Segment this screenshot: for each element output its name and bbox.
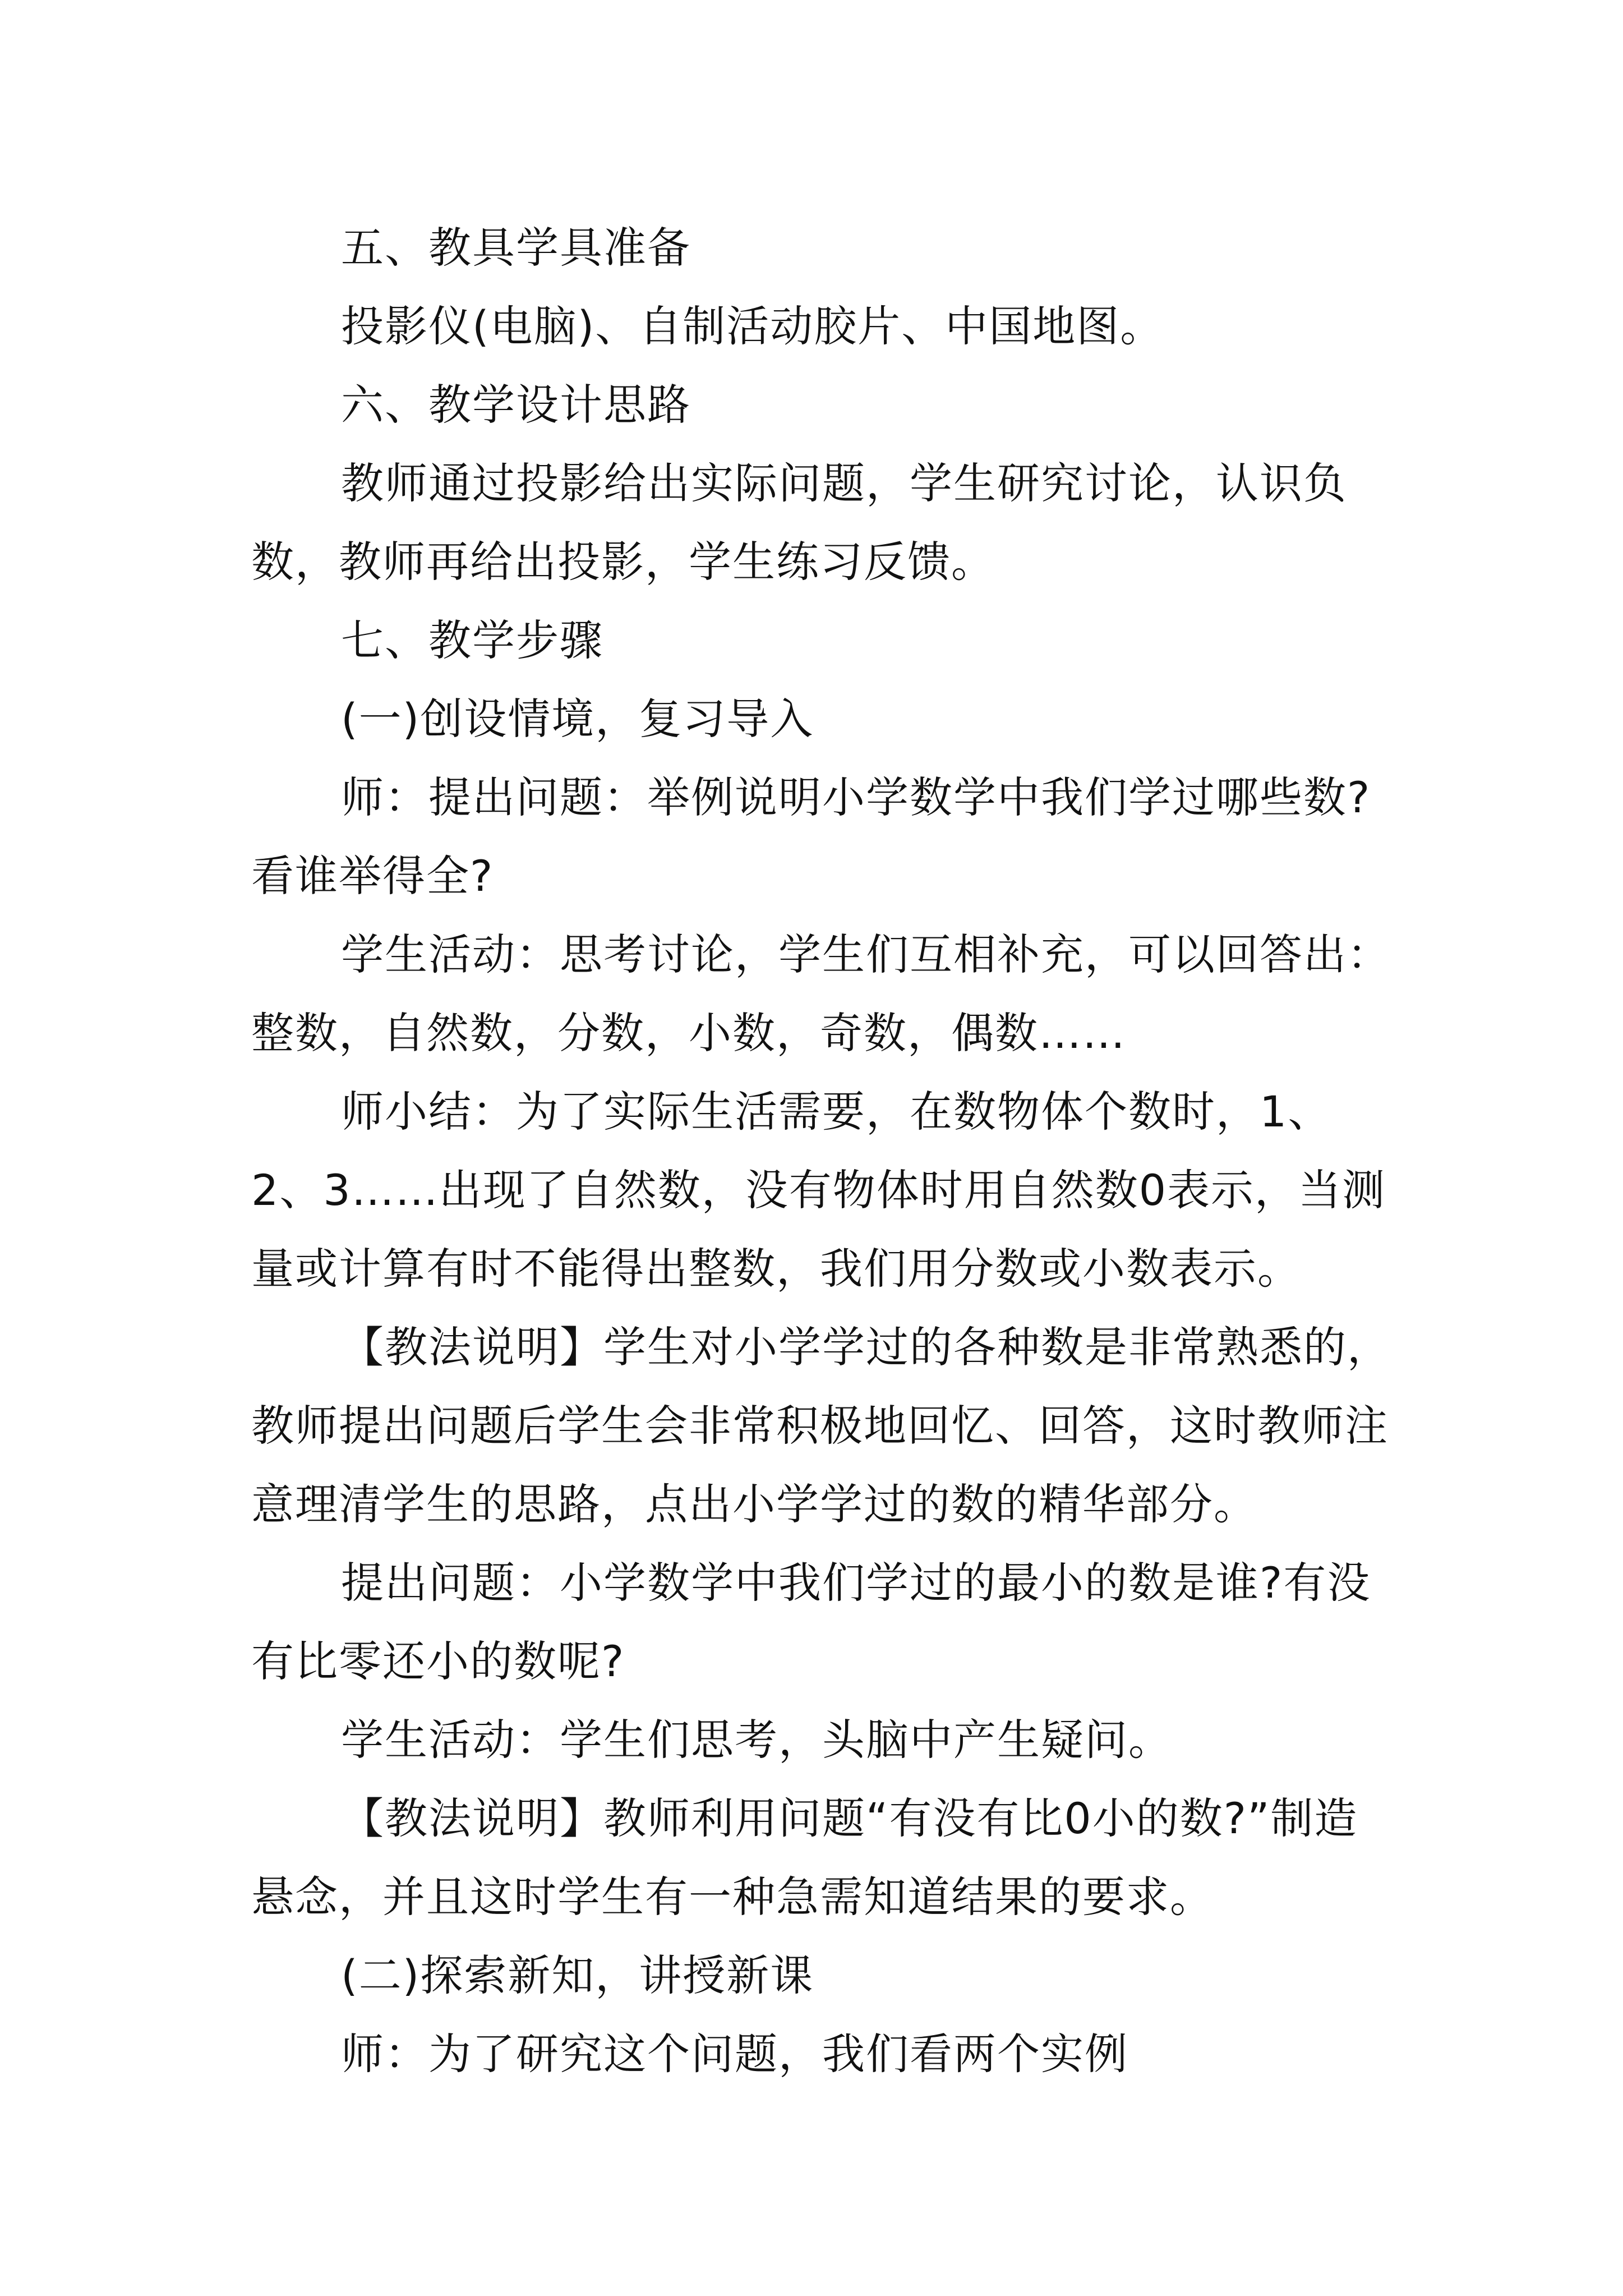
paragraph-question-smallest-number: 提出问题：小学数学中我们学过的最小的数是谁?有没有比零还小的数呢? <box>251 1558 1371 1686</box>
paragraph-method-note-2: 【教法说明】教师利用问题“有没有比0小的数?”制造悬念，并且这时学生有一种急需知道结果的要求。 <box>251 1793 1358 1922</box>
document-body <box>251 209 1395 2093</box>
section-heading-teaching-steps: 七、教学步骤 <box>341 615 603 665</box>
paragraph-student-activity-1: 学生活动：思考讨论，学生们互相补充，可以回答出：整数，自然数，分数，小数，奇数，偶数…… <box>251 930 1391 1058</box>
subheading-step-two: (二)探索新知，讲授新课 <box>341 1950 814 2000</box>
paragraph-teacher-summary: 师小结：为了实际生活需要，在数物体个数时，1、2、3……出现了自然数，没有物体时用自然数0表示，当测量或计算有时不能得出整数，我们用分数或小数表示。 <box>251 1087 1386 1294</box>
paragraph-method-note-1: 【教法说明】学生对小学学过的各种数是非常熟悉的，教师提出问题后学生会非常积极地回忆、回答，这时教师注意理清学生的思路，点出小学学过的数的精华部分。 <box>251 1322 1391 1529</box>
paragraph-design-ideas: 教师通过投影给出实际问题，学生研究讨论，认识负数，教师再给出投影，学生练习反馈。 <box>251 458 1347 587</box>
paragraph-teacher-examples: 师：为了研究这个问题，我们看两个实例 <box>341 2029 1128 2079</box>
subheading-step-one: (一)创设情境，复习导入 <box>341 694 814 744</box>
paragraph-teacher-question: 师：提出问题：举例说明小学数学中我们学过哪些数?看谁举得全? <box>251 772 1371 901</box>
section-heading-teaching-aids: 五、教具学具准备 <box>341 223 691 273</box>
paragraph-teaching-aids: 投影仪(电脑)、自制活动胶片、中国地图。 <box>341 301 1164 351</box>
section-heading-design-ideas: 六、教学设计思路 <box>341 380 691 430</box>
paragraph-student-activity-2: 学生活动：学生们思考，头脑中产生疑问。 <box>341 1715 1172 1765</box>
